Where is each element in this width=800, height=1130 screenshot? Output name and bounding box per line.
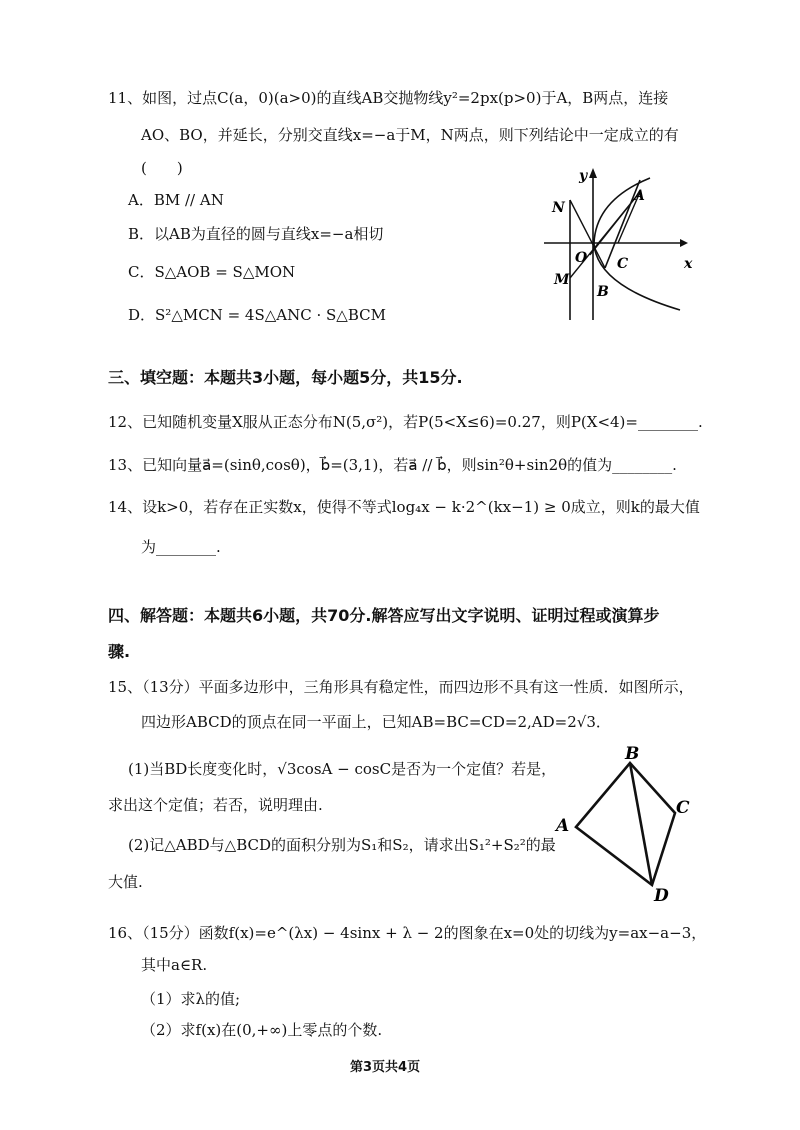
page-number-footer: 第3页共4页 [350,1060,421,1075]
q12-text: 12、已知随机变量X服从正态分布N(5,σ²)，若P(5<X≤6)=0.27，则P(X<4)=________. [108,413,703,431]
q11-label-n: N [552,200,565,216]
q14-line1: 14、设k>0，若存在正实数x，使得不等式log₄x − k·2^(kx−1) ≥ 0成立，则k的最大值 [108,498,700,516]
q11-label-c: C [617,256,629,272]
q15-line2: 四边形ABCD的顶点在同一平面上，已知AB=BC=CD=2,AD=2√3． [141,713,611,731]
q13-text: 13、已知向量a⃗=(sinθ,cosθ)，b⃗=(3,1)，若a⃗ // b⃗，则sin²θ+sin2θ的值为________. [108,456,677,474]
q11-label-x: x [684,256,693,272]
q11-stem-line2: AO、BO，并延长，分别交直线x=−a于M，N两点，则下列结论中一定成立的有 [141,126,679,144]
q11-answer-blank: ( ) [141,159,183,177]
q14-line2: 为________. [141,538,221,556]
q11-parabola-figure [530,160,700,330]
q11-label-m: M [554,272,570,288]
q16-part2: （2）求f(x)在(0,+∞)上零点的个数. [141,1021,383,1039]
q15-part1-line1: (1)当BD长度变化时，√3cosA − cosC是否为一个定值？若是， [128,760,557,778]
section3-heading: 三、填空题：本题共3小题，每小题5分，共15分. [108,368,463,387]
q15-line1: 15、（13分）平面多边形中，三角形具有稳定性，而四边形不具有这一性质．如图所示， [108,678,694,696]
q15-quadrilateral-figure [550,745,700,905]
q11-label-a: A [634,188,645,204]
q16-line2: 其中a∈R. [141,956,208,974]
section4-heading-line1: 四、解答题：本题共6小题，共70分.解答应写出文字说明、证明过程或演算步 [108,606,660,625]
q11-label-o: O [575,250,588,266]
q11-option-b: B．以AB为直径的圆与直线x=−a相切 [128,225,384,243]
q15-label-c: C [676,798,690,818]
q11-option-a: A．BM // AN [128,191,224,209]
q15-part2-line1: (2)记△ABD与△BCD的面积分别为S₁和S₂，请求出S₁²+S₂²的最 [128,836,556,854]
q16-part1: （1）求λ的值; [141,990,241,1008]
q15-label-b: B [625,745,640,764]
q15-label-a: A [556,816,570,836]
q11-option-c: C．S△AOB = S△MON [128,263,296,281]
q16-line1: 16、（15分）函数f(x)=e^(λx) − 4sinx + λ − 2的图象在x=0处的切线为y=ax−a−3， [108,924,707,942]
q11-stem-line1: 11、如图，过点C(a，0)(a>0)的直线AB交抛物线y²=2px(p>0)于A，B两点，连接 [108,89,669,107]
section4-heading-line2: 骤. [108,642,131,661]
q11-label-y: y [579,168,588,184]
q15-label-d: D [654,886,669,905]
q11-option-d: D．S²△MCN = 4S△ANC · S△BCM [128,306,386,324]
q15-part2-line2: 大值. [108,873,143,891]
q11-label-b: B [597,284,609,300]
q15-part1-line2: 求出这个定值；若否，说明理由. [108,796,323,814]
